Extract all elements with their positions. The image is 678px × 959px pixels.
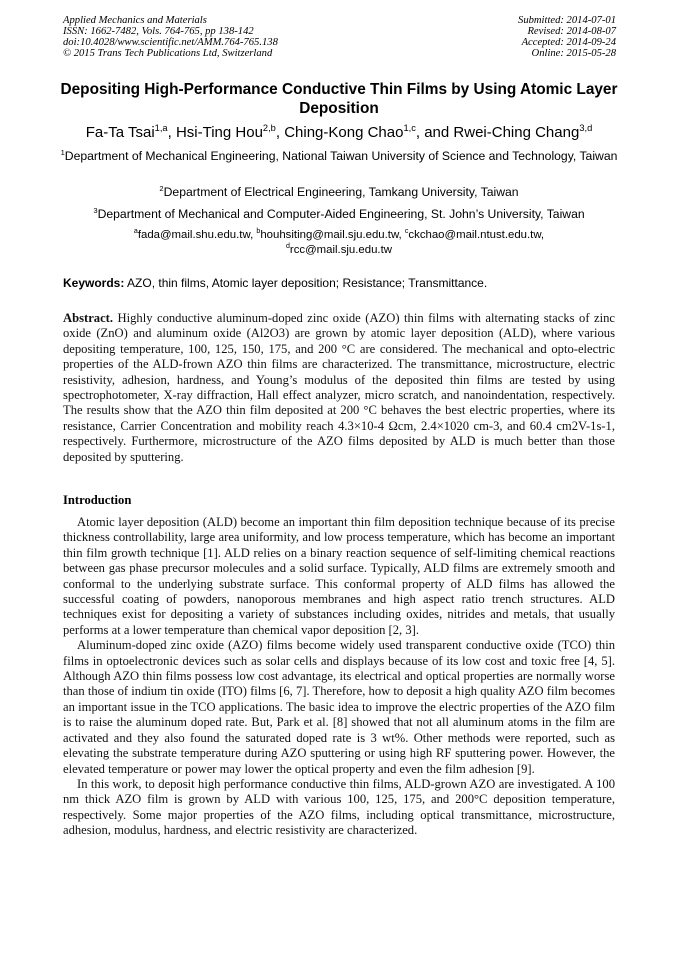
submitted-date: Submitted: 2014-07-01 bbox=[518, 15, 616, 26]
email-sup: d bbox=[285, 243, 290, 251]
affiliation-sup: 3 bbox=[93, 205, 98, 215]
author-sup: 1,a bbox=[154, 123, 168, 133]
author-separator: , bbox=[275, 124, 285, 141]
author-name: Hsi-Ting Hou bbox=[175, 124, 263, 141]
email-sup: a bbox=[133, 228, 138, 236]
email-separator: , bbox=[250, 229, 257, 241]
author-sup: 2,b bbox=[262, 123, 276, 133]
email-address[interactable]: houhsiting@mail.sju.edu.tw bbox=[260, 229, 399, 241]
email-list bbox=[60, 228, 618, 258]
affiliation bbox=[40, 207, 638, 222]
journal-copyright: © 2015 Trans Tech Publications Ltd, Switzerland bbox=[63, 48, 273, 59]
email-sup: b bbox=[256, 228, 261, 236]
email-address[interactable]: fada@mail.shu.edu.tw bbox=[137, 229, 251, 241]
author-conjunction: and bbox=[424, 124, 454, 141]
affiliation-sup: 1 bbox=[60, 147, 65, 157]
affiliation-text: Department of Electrical Engineering, Tamkang University, Taiwan bbox=[163, 185, 519, 199]
email-separator: , bbox=[540, 229, 545, 241]
author-name: Fa-Ta Tsai bbox=[85, 124, 155, 141]
affiliation-sup: 2 bbox=[159, 183, 164, 193]
journal-issn: ISSN: 1662-7482, Vols. 764-765, pp 138-142 bbox=[63, 26, 254, 37]
email-address[interactable]: ckchao@mail.ntust.edu.tw bbox=[408, 229, 541, 241]
affiliation-text: Department of Mechanical and Computer-Aided Engineering, St. John’s University, Taiwan bbox=[97, 207, 585, 221]
revised-date: Revised: 2014-08-07 bbox=[527, 26, 616, 37]
section-heading: Introduction bbox=[63, 493, 132, 507]
affiliation bbox=[40, 149, 638, 164]
author-separator: , bbox=[167, 124, 176, 141]
paper-title: Depositing High-Performance Conductive Thin Films by Using Atomic Layer Deposition bbox=[60, 81, 618, 117]
journal-name: Applied Mechanics and Materials bbox=[63, 15, 207, 26]
submission-dates bbox=[518, 15, 616, 59]
abstract-text: Highly conductive aluminum-doped zinc oxide (AZO) thin films with alternating stacks of zinc oxide (ZnO) and aluminum oxide (Al2O3) are grown by atomic layer deposition (ALD), where various depositing temperature, 100, 125, 150, 175, and 200 °C are considered. The mechanical and opto-electric properties of the ALD-frown AZO thin films are characterized. The transmittance, microstructure, electric resistivity, adhesion, hardness, and Young’s modulus of the deposited thin films are tested by using spectrophotometer, X-ray diffraction, Hall effect analyzer, micro scratch, and nanoindentation, respectively. The results show that the AZO thin film deposited at 200 °C behaves the best electric properties, where its resistance, Carrier Concentration and mobility reach 4.3×10-4 Ωcm, 2.4×1020 cm-3, and 60.4 cm2V-1s-1, respectively. Furthermore, microstructure of the AZO films deposited by ALD is much better than those deposited by sputtering. bbox=[63, 311, 615, 464]
author-name: Ching-Kong Chao bbox=[284, 124, 404, 141]
author-separator: , bbox=[415, 124, 425, 141]
paragraph: Atomic layer deposition (ALD) become an important thin film deposition technique because of its precise thickness controllability, large area uniformity, and low process temperature, which has become an important thin film growth technique [1]. ALD relies on a binary reaction sequence of self-limiting chemical reactions between gas phase precursor molecules and a solid surface. Typically, ALD films are extremely smooth and conformal to the underlying substrate surface. This conformal property of ALD films has allowed the successful coating of powders, nanoporous membranes and high aspect ratio trench structures. ALD techniques exist for depositing a variety of substances including oxides, nitrides and metals, that usually performs at a lower temperature than chemical vapor deposition [2, 3]. bbox=[63, 515, 615, 637]
accepted-date: Accepted: 2014-09-24 bbox=[521, 37, 616, 48]
abstract-label: Abstract. bbox=[63, 311, 114, 325]
email-separator: , bbox=[398, 229, 405, 241]
online-date: Online: 2015-05-28 bbox=[531, 48, 616, 59]
author-name: Rwei-Ching Chang bbox=[453, 124, 580, 141]
author-sup: 3,d bbox=[579, 123, 593, 133]
paragraph: Aluminum-doped zinc oxide (AZO) films become widely used transparent conductive oxide (TCO) thin films in optoelectronic devices such as solar cells and displays because of its low cost and toxic free [4, 5]. Although AZO thin films possess low cost advantage, its electrical and optical properties are normally worse than those of indium tin oxide (ITO) films [6, 7]. Therefore, how to deposit a high quality AZO film becomes an important issue in the TCO applications. The basic idea to improve the electric properties of the AZO film is to raise the aluminum doped rate. But, Park et al. [8] showed that not all aluminum atoms in the film are activated and they also found the saturated doped rate is 3 wt%. Other methods were reported, such as elevating the substrate temperature during AZO sputtering or using high RF sputtering power. However, the elevated temperature or power may lower the optical property and even the film adhesion [9]. bbox=[63, 638, 615, 776]
journal-doi[interactable]: doi:10.4028/www.scientific.net/AMM.764-765.138 bbox=[63, 37, 278, 48]
email-sup: c bbox=[404, 228, 409, 236]
journal-info bbox=[63, 15, 278, 59]
introduction-body bbox=[63, 515, 615, 839]
affiliation-text: Department of Mechanical Engineering, National Taiwan University of Science and Technology, Taiwan bbox=[64, 149, 618, 163]
keywords bbox=[63, 276, 615, 291]
abstract bbox=[63, 311, 615, 465]
author-list bbox=[40, 124, 638, 142]
email-address[interactable]: rcc@mail.sju.edu.tw bbox=[289, 244, 392, 256]
affiliation bbox=[40, 185, 638, 200]
paragraph: In this work, to deposit high performance conductive thin films, ALD-grown AZO are investigated. A 100 nm thick AZO film is grown by ALD with various 100, 125, 175, and 200°C deposition temperature, respectively. Some major properties of the AZO films, including optical transmittance, microstructure, adhesion, modulus, hardness, and electric resistivity are characterized. bbox=[63, 776, 615, 838]
keywords-text: AZO, thin films, Atomic layer deposition; Resistance; Transmittance. bbox=[124, 276, 488, 290]
author-sup: 1,c bbox=[403, 123, 416, 133]
keywords-label: Keywords: bbox=[63, 276, 125, 290]
